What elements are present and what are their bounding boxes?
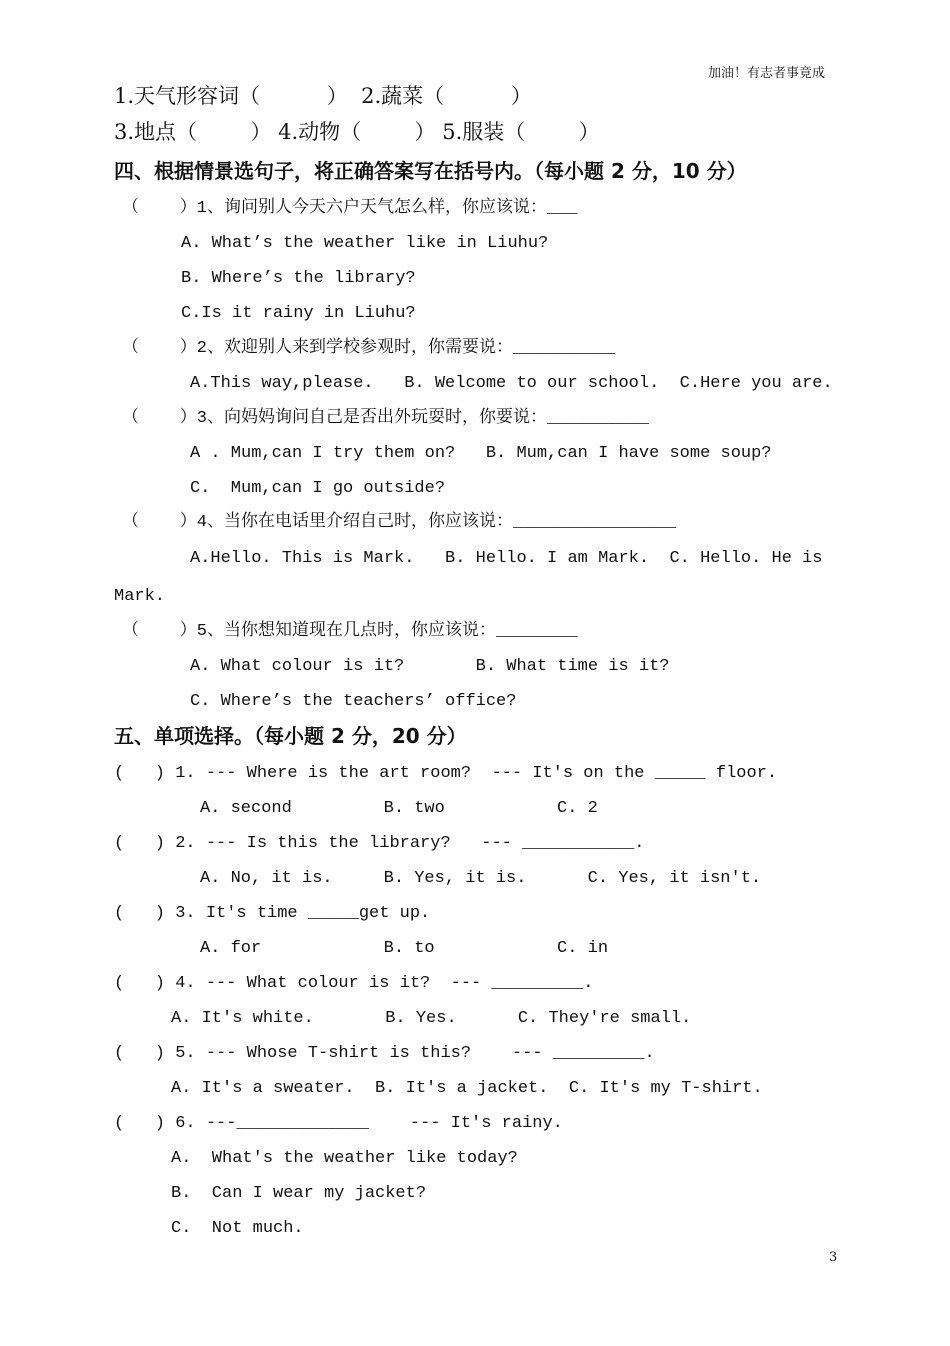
options-5-3: A. for B. to C. in [200, 939, 609, 958]
question-4-2: （ ）2、欢迎别人来到学校参观时，你需要说：__________ [122, 339, 616, 358]
options-4-4: A.Hello. This is Mark. B. Hello. I am Mark. C. Hello. He is [190, 549, 823, 568]
question-5-4: ( ) 4. --- What colour is it? --- _________. [114, 974, 594, 993]
categories-line-2: 3.地点（ ） 4.动物（ ） 5.服装（ ） [114, 120, 600, 144]
question-5-5: ( ) 5. --- Whose T-shirt is this? --- _________. [114, 1044, 655, 1063]
option-4-5-c: C. Where’s the teachers’ office? [190, 692, 517, 711]
question-5-6: ( ) 6. ---_____________ --- It's rainy. [114, 1114, 563, 1133]
options-5-4: A. It's white. B. Yes. C. They're small. [171, 1009, 692, 1028]
question-5-3: ( ) 3. It's time _____get up. [114, 904, 431, 923]
option-5-6-a: A. What's the weather like today? [171, 1149, 518, 1168]
options-4-4-wrap: Mark. [114, 587, 166, 606]
option-4-3-c: C. Mum,can I go outside? [190, 479, 446, 498]
question-5-2: ( ) 2. --- Is this the library? --- ___________. [114, 834, 645, 853]
option-4-1-c: C.Is it rainy in Liuhu? [181, 304, 416, 323]
header-motto: 加油！有志者事竟成 [708, 66, 826, 81]
options-5-2: A. No, it is. B. Yes, it is. C. Yes, it isn't. [200, 869, 762, 888]
options-5-5: A. It's a sweater. B. It's a jacket. C. It's my T-shirt. [171, 1079, 763, 1098]
option-4-1-b: B. Where’s the library? [181, 269, 416, 288]
section-5-title: 五、单项选择。（每小题 2 分，20 分） [114, 724, 467, 748]
question-4-4: （ ）4、当你在电话里介绍自己时，你应该说：________________ [122, 513, 677, 532]
page-number: 3 [829, 1250, 838, 1265]
question-4-1: （ ）1、询问别人今天六户天气怎么样，你应该说：___ [122, 199, 578, 218]
question-4-3: （ ）3、向妈妈询问自己是否出外玩耍时，你要说：__________ [122, 409, 650, 428]
options-4-3-ab: A . Mum,can I try them on? B. Mum,can I have some soup? [190, 444, 772, 463]
option-5-6-b: B. Can I wear my jacket? [171, 1184, 427, 1203]
options-5-1: A. second B. two C. 2 [200, 799, 598, 818]
categories-line-1: 1.天气形容词（ ） 2.蔬菜（ ） [114, 84, 532, 108]
option-4-1-a: A. What’s the weather like in Liuhu? [181, 234, 549, 253]
question-4-5: （ ）5、当你想知道现在几点时，你应该说：________ [122, 622, 578, 641]
options-4-5-ab: A. What colour is it? B. What time is it? [190, 657, 670, 676]
section-4-title: 四、根据情景选句子，将正确答案写在括号内。（每小题 2 分，10 分） [114, 159, 747, 183]
option-5-6-c: C. Not much. [171, 1219, 304, 1238]
question-5-1: ( ) 1. --- Where is the art room? --- It's on the _____ floor. [114, 764, 778, 783]
options-4-2: A.This way,please. B. Welcome to our school. C.Here you are. [190, 374, 833, 393]
